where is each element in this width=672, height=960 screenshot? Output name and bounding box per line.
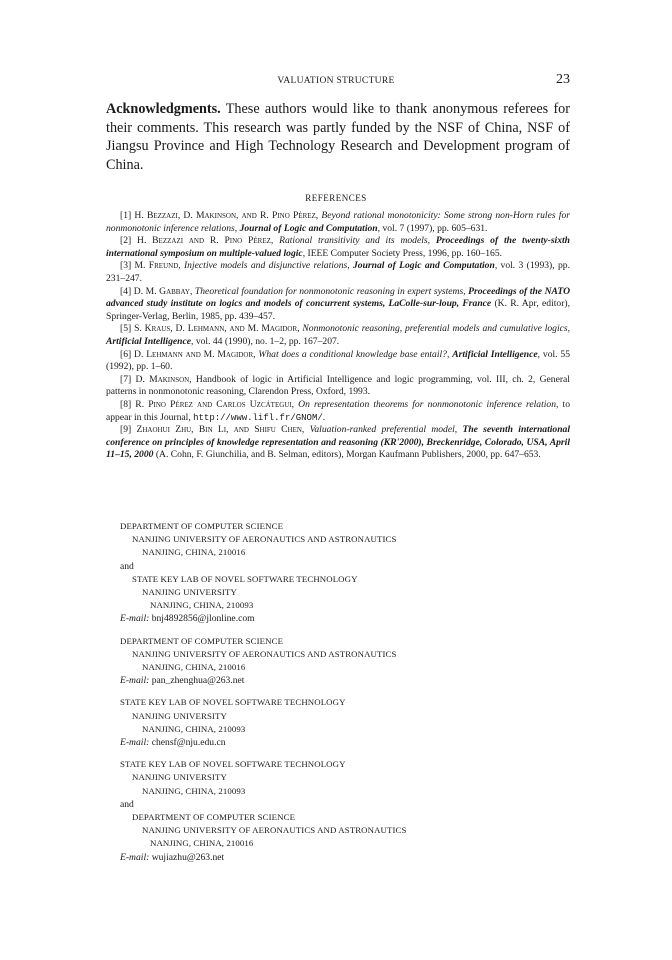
email-label: E-mail:: [120, 737, 150, 749]
email-address: bnj4892856@jlonline.com: [149, 613, 255, 625]
reference-item: [106, 210, 570, 235]
address-line: NANJING UNIVERSITY: [142, 587, 237, 598]
address-line: NANJING UNIVERSITY OF AERONAUTICS AND ASTRONAUTICS: [132, 534, 397, 545]
reference-title: On representation theorems for nonmonotonic inference relation,: [298, 398, 563, 410]
reference-number: [4]: [120, 285, 134, 297]
address-line: NANJING, CHINA, 210093: [142, 785, 246, 796]
reference-authors: S. Kraus, D. Lehmann, and M. Magidor,: [134, 323, 303, 335]
address-line: NANJING, CHINA, 210093: [150, 600, 254, 611]
reference-details: (A. Cohn, F. Giunchilia, and B. Selman, editors), Morgan Kaufmann Publishers, 2000, pp. 647–653.: [153, 449, 541, 461]
acknowledgments-heading: Acknowledgments.: [106, 101, 221, 117]
reference-title: Theoretical foundation for nonmonotonic reasoning in expert systems,: [194, 285, 469, 297]
reference-number: [9]: [120, 424, 137, 436]
address-line: NANJING, CHINA, 210016: [150, 838, 254, 849]
email-line: [120, 674, 560, 687]
reference-authors: D. M. Gabbay,: [133, 285, 195, 297]
reference-number: [1]: [120, 210, 135, 221]
acknowledgments-paragraph: [106, 100, 570, 174]
page-number: 23: [556, 72, 570, 87]
reference-authors: D. Makinson,: [135, 373, 196, 385]
reference-authors: H. Bezzazi and R. Pino Pérez,: [137, 235, 280, 247]
address-line: STATE KEY LAB OF NOVEL SOFTWARE TECHNOLOGY: [120, 697, 346, 708]
reference-number: [3]: [120, 260, 135, 272]
reference-item: [106, 374, 570, 399]
reference-number: [6]: [120, 348, 135, 360]
reference-venue: Proceedings of the NATO advanced study institute on logics and models of concurrent systems, LaColle-sur-loup, France: [106, 285, 571, 310]
reference-venue: The seventh international conference on principles of knowledge representation and reasoning (KR'2000), Breckenridge, Colorado, USA, April 11–15, 2000: [106, 424, 571, 461]
reference-details-end: .: [322, 411, 326, 423]
reference-details: Handbook of logic in Artificial Intelligence and logic programming, vol. III, ch. 2, General patterns in nonmonotonic reasoning, Clarendon Press, Oxford, 1993.: [106, 373, 570, 398]
email-line: [120, 736, 560, 749]
address-line: STATE KEY LAB OF NOVEL SOFTWARE TECHNOLOGY: [132, 573, 358, 584]
address-line: STATE KEY LAB OF NOVEL SOFTWARE TECHNOLOGY: [120, 759, 346, 770]
address-block: [120, 635, 560, 688]
reference-authors: D. Lehmann and M. Magidor,: [134, 348, 259, 360]
address-line: DEPARTMENT OF COMPUTER SCIENCE: [120, 635, 284, 646]
address-line: NANJING UNIVERSITY: [132, 710, 227, 721]
running-title: VALUATION STRUCTURE: [277, 76, 395, 86]
reference-details: , IEEE Computer Society Press, 1996, pp. 160–165.: [302, 247, 503, 259]
address-line: NANJING, CHINA, 210093: [142, 723, 246, 734]
reference-number: [2]: [120, 235, 138, 247]
reference-item: [106, 424, 570, 462]
reference-item: [106, 235, 570, 260]
reference-details: (K. R. Apr, editor), Springer-Verlag, Berlin, 1985, pp. 439–457.: [106, 298, 570, 322]
email-address: pan_zhenghua@263.net: [149, 675, 245, 687]
address-line: NANJING UNIVERSITY OF AERONAUTICS AND ASTRONAUTICS: [132, 648, 397, 659]
reference-venue: Artificial Intelligence: [106, 335, 192, 347]
reference-authors: H. Bezzazi, D. Makinson, and R. Pino Pérez,: [134, 210, 322, 221]
reference-number: [7]: [120, 373, 136, 385]
email-address: chensf@nju.edu.cn: [149, 737, 226, 749]
reference-number: [5]: [120, 323, 135, 335]
reference-venue: Journal of Logic and Computation: [239, 222, 378, 234]
reference-authors: Zhaohui Zhu, Bin Li, and Shifu Chen,: [136, 424, 310, 436]
reference-authors: M. Freund,: [134, 260, 184, 272]
reference-venue: Artificial Intelligence: [452, 348, 538, 360]
reference-details: , vol. 7 (1997), pp. 605–631.: [377, 222, 488, 234]
references-list: [106, 210, 570, 462]
acknowledgments-text: These authors would like to thank anonymous referees for their comments. This research was partly funded by the NSF of China, NSF of Jiangsu Province and High Technology Research and Development program of China.: [106, 101, 570, 173]
email-label: E-mail:: [120, 851, 150, 863]
reference-title: Nonmonotonic reasoning, preferential models and cumulative logics,: [302, 323, 571, 335]
address-line: NANJING UNIVERSITY OF AERONAUTICS AND ASTRONAUTICS: [142, 825, 407, 836]
reference-title: Valuation-ranked preferential model,: [309, 424, 463, 436]
reference-authors: R. Pino Pérez and Carlos Uzcátegui,: [135, 398, 299, 410]
address-connector: and: [120, 798, 134, 810]
email-label: E-mail:: [120, 613, 150, 625]
address-line: NANJING UNIVERSITY: [132, 772, 227, 783]
reference-item: [106, 399, 570, 424]
address-block: [120, 696, 560, 749]
reference-url: http://www.lifl.fr/GNOM/: [193, 412, 323, 423]
address-block: [120, 758, 560, 864]
reference-venue: Journal of Logic and Computation: [352, 260, 495, 272]
address-block: [120, 520, 560, 626]
reference-title: Rational transitivity and its models,: [279, 235, 436, 247]
address-line: NANJING, CHINA, 210016: [142, 662, 246, 673]
reference-details: , vol. 55 (1992), pp. 1–60.: [106, 348, 570, 373]
references-heading: REFERENCES: [305, 193, 367, 203]
reference-item: [106, 260, 570, 285]
reference-details: , vol. 44 (1990), no. 1–2, pp. 167–207.: [191, 335, 340, 347]
author-addresses: [120, 520, 560, 873]
reference-details: , vol. 3 (1993), pp. 231–247.: [106, 260, 570, 284]
reference-title: Injective models and disjunctive relations,: [183, 260, 353, 272]
reference-venue: Proceedings of the twenty-sixth international symposium on multiple-valued logic: [106, 235, 571, 259]
email-label: E-mail:: [120, 675, 150, 687]
reference-details: to appear in this Journal,: [106, 398, 570, 423]
email-line: [120, 612, 560, 625]
reference-item: [106, 323, 570, 348]
reference-item: [106, 286, 570, 324]
address-line: DEPARTMENT OF COMPUTER SCIENCE: [132, 812, 296, 823]
email-line: [120, 851, 560, 864]
email-address: wujiazhu@263.net: [149, 851, 225, 863]
reference-number: [8]: [120, 398, 136, 410]
reference-title: What does a conditional knowledge base entail?,: [258, 348, 453, 360]
reference-item: [106, 349, 570, 374]
reference-title: Beyond rational monotonicity: Some strong non-Horn rules for nonmonotonic inference relations,: [106, 210, 570, 234]
address-line: NANJING, CHINA, 210016: [142, 547, 246, 558]
address-connector: and: [120, 560, 134, 572]
address-line: DEPARTMENT OF COMPUTER SCIENCE: [120, 521, 284, 531]
